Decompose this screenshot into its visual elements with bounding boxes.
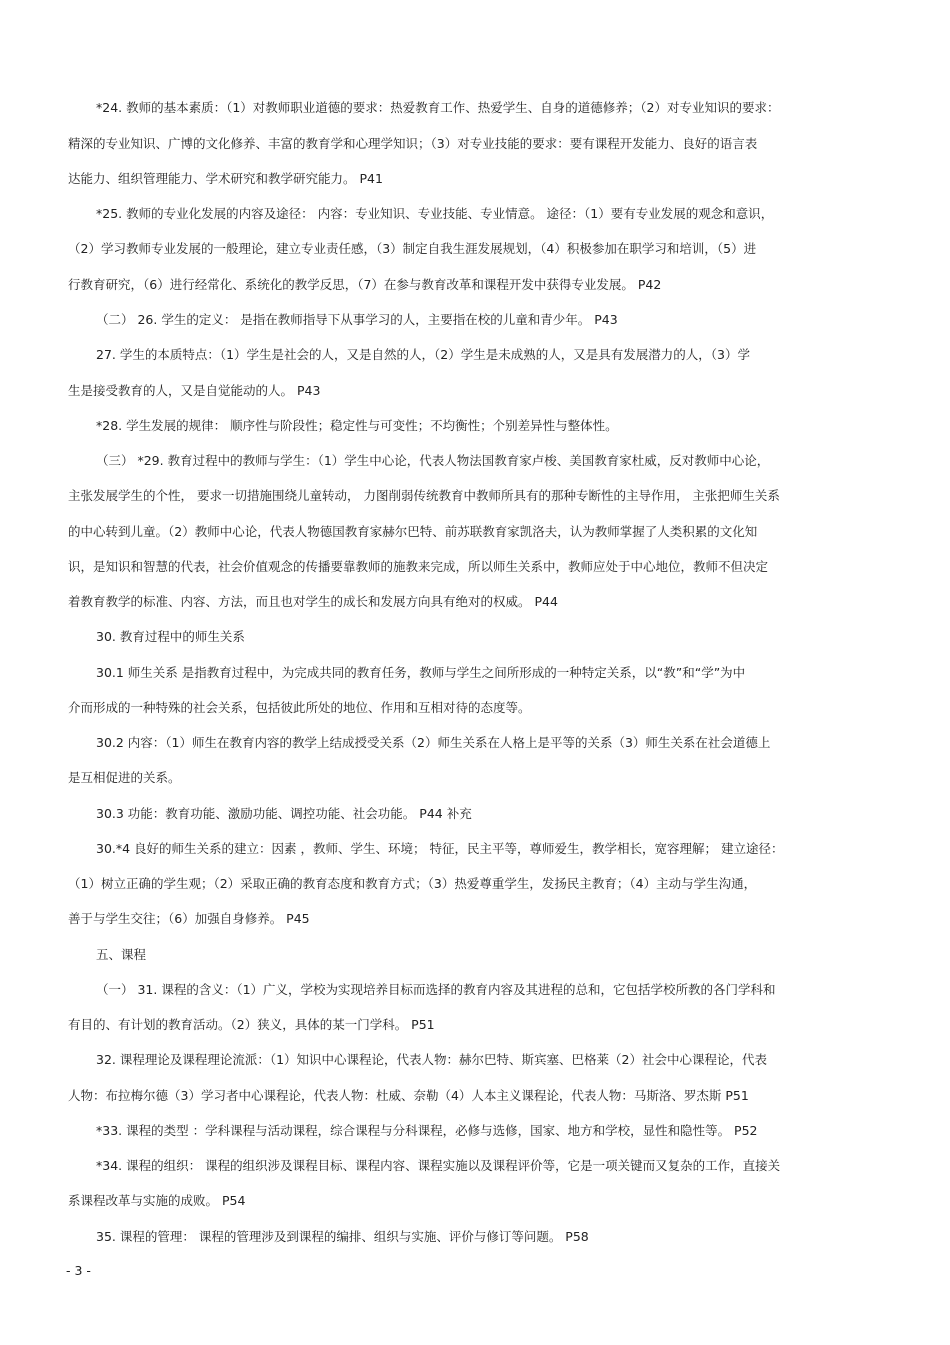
text-line: 的中心转到儿童。（2）教师中心论，代表人物德国教育家赫尔巴特、前苏联教育家凯洛夫，认为教师掌握了人类积累的文化知 — [68, 524, 758, 539]
text-line: 达能力、组织管理能力、学术研究和教学研究能力。 P41 — [68, 171, 383, 186]
text-line: 主张发展学生的个性， 要求一切措施围绕儿童转动， 力图削弱传统教育中教师所具有的那种专断性的主导作用， 主张把师生关系 — [68, 488, 780, 503]
text-line: 30.*4 良好的师生关系的建立：因素 ，教师、学生、环境； 特征，民主平等，尊师爱生，教学相长，宽容理解； 建立途径： — [96, 841, 784, 856]
text-line: 精深的专业知识、广博的文化修养、丰富的教育学和心理学知识；（3）对专业技能的要求：要有课程开发能力、良好的语言表 — [68, 136, 758, 151]
text-line: 识，是知识和智慧的代表，社会价值观念的传播要靠教师的施教来完成，所以师生关系中，教师应处于中心地位，教师不但决定 — [68, 559, 769, 574]
text-line: 系课程改革与实施的成败。 P54 — [68, 1193, 246, 1208]
text-line: 30. 教育过程中的师生关系 — [96, 629, 245, 644]
text-line: 27. 学生的本质特点：（1）学生是社会的人，又是自然的人，（2）学生是未成熟的人，又是具有发展潜力的人，（3）学 — [96, 347, 750, 362]
text-line: *25. 教师的专业化发展的内容及途径： 内容：专业知识、专业技能、专业情意。 途径：（1）要有专业发展的观念和意识， — [96, 206, 774, 221]
text-line: *28. 学生发展的规律： 顺序性与阶段性；稳定性与可变性；不均衡性；个别差异性与整体性。 — [96, 418, 618, 433]
text-line: 30.2 内容：（1）师生在教育内容的教学上结成授受关系（2）师生关系在人格上是平等的关系（3）师生关系在社会道德上 — [96, 735, 771, 750]
page-number: - 3 - — [66, 1263, 91, 1278]
text-line: 是互相促进的关系。 — [68, 770, 181, 785]
text-line: *33. 课程的类型 ：学科课程与活动课程，综合课程与分科课程，必修与选修，国家、地方和学校，显性和隐性等。 P52 — [96, 1123, 758, 1138]
text-line: 有目的、有计划的教育活动。（2）狭义，具体的某一门学科。 P51 — [68, 1017, 435, 1032]
text-line: *34. 课程的组织： 课程的组织涉及课程目标、课程内容、课程实施以及课程评价等，它是一项关键而又复杂的工作，直接关 — [96, 1158, 781, 1173]
section-heading: 五、课程 — [96, 947, 147, 962]
text-line: 介而形成的一种特殊的社会关系，包括彼此所处的地位、作用和互相对待的态度等。 — [68, 700, 531, 715]
text-line: 着教育教学的标准、内容、方法，而且也对学生的成长和发展方向具有绝对的权威。 P44 — [68, 594, 558, 609]
text-line: *24. 教师的基本素质：（1）对教师职业道德的要求：热爱教育工作、热爱学生、自身的道德修养；（2）对专业知识的要求： — [96, 100, 780, 115]
text-line: （2）学习教师专业发展的一般理论，建立专业责任感，（3）制定自我生涯发展规划，（4）积极参加在职学习和培训，（5）进 — [68, 241, 757, 256]
text-line: （1）树立正确的学生观；（2）采取正确的教育态度和教育方式；（3）热爱尊重学生，发扬民主教育；（4）主动与学生沟通， — [68, 876, 757, 891]
text-line: （二） 26. 学生的定义： 是指在教师指导下从事学习的人，主要指在校的儿童和青少年。 P43 — [96, 312, 618, 327]
text-line: 善于与学生交往；（6）加强自身修养。 P45 — [68, 911, 310, 926]
text-line: 35. 课程的管理： 课程的管理涉及到课程的编排、组织与实施、评价与修订等问题。 P58 — [96, 1229, 589, 1244]
text-line: 生是接受教育的人，又是自觉能动的人。 P43 — [68, 383, 321, 398]
text-line: 30.3 功能：教育功能、激励功能、调控功能、社会功能。 P44 补充 — [96, 806, 472, 821]
text-line: 行教育研究，（6）进行经常化、系统化的教学反思，（7）在参与教育改革和课程开发中获得专业发展。 P42 — [68, 277, 662, 292]
text-line: 32. 课程理论及课程理论流派：（1）知识中心课程论，代表人物：赫尔巴特、斯宾塞、巴格莱（2）社会中心课程论，代表 — [96, 1052, 768, 1067]
text-line: （一） 31. 课程的含义：（1）广义，学校为实现培养目标而选择的教育内容及其进程的总和，它包括学校所教的各门学科和 — [96, 982, 776, 997]
text-line: （三） *29. 教育过程中的教师与学生：（1）学生中心论，代表人物法国教育家卢梭、美国教育家杜威，反对教师中心论， — [96, 453, 770, 468]
text-line: 30.1 师生关系 是指教育过程中，为完成共同的教育任务，教师与学生之间所形成的一种特定关系，以“教”和“学”为中 — [96, 665, 746, 680]
text-line: 人物：布拉梅尔德（3）学习者中心课程论，代表人物：杜威、奈勒（4）人本主义课程论，代表人物：马斯洛、罗杰斯 P51 — [68, 1088, 749, 1103]
